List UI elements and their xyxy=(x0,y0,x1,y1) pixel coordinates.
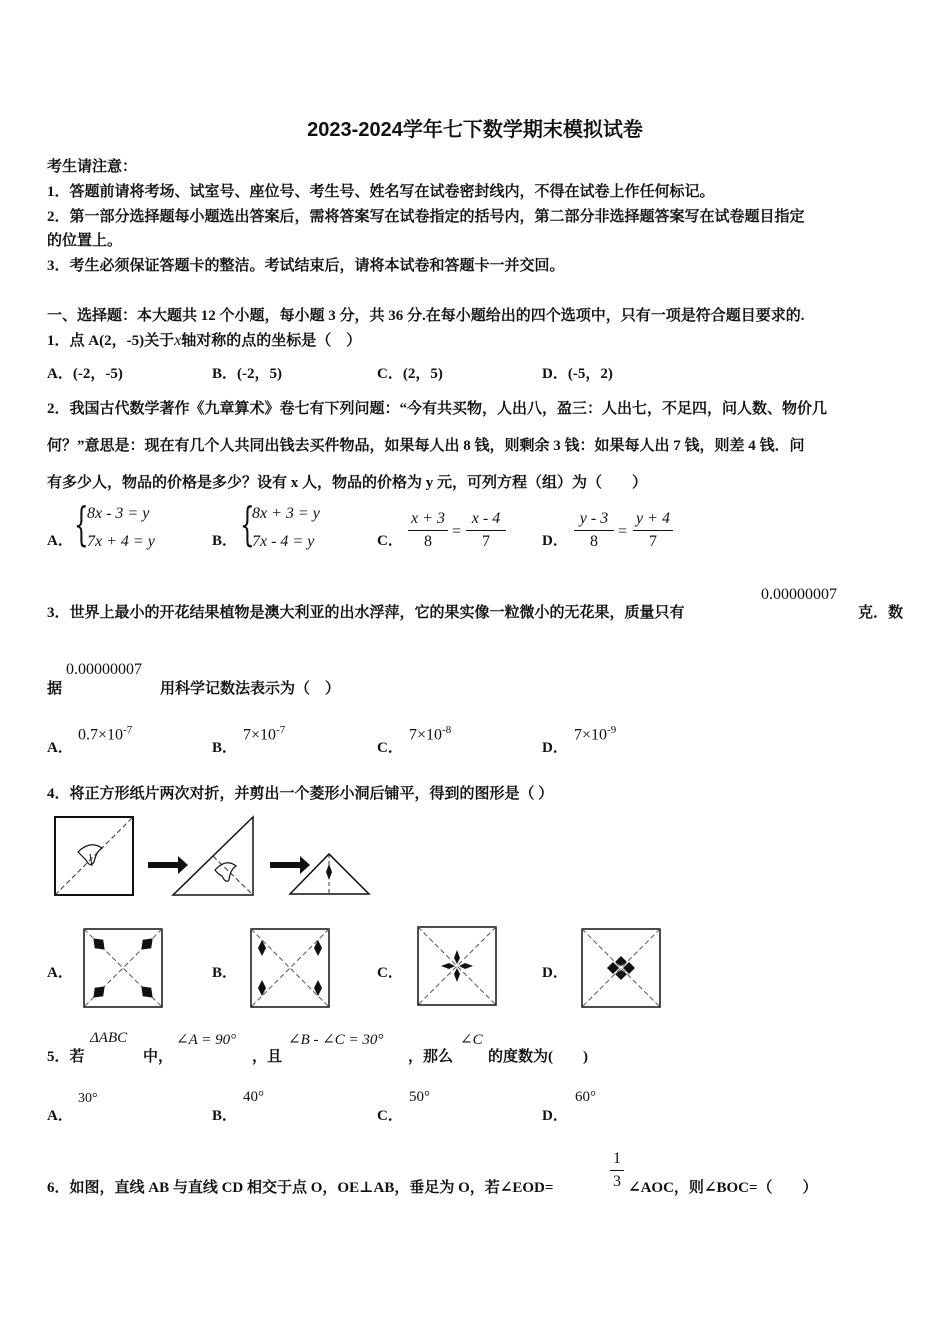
q5-option-b-value: 40° xyxy=(243,1089,264,1105)
notice-heading: 考生请注意： xyxy=(47,159,138,175)
q3-line-2-end: 用科学记数法表示为（ ） xyxy=(160,681,341,697)
q5-option-b-label: B． xyxy=(212,1108,238,1124)
q5-condition-1: ∠A = 90° xyxy=(176,1032,237,1048)
q5-condition-2: ∠B - ∠C = 30° xyxy=(288,1032,384,1048)
q4-option-d-figure xyxy=(581,928,661,1008)
q2-option-b-eq-1: 8x + 3 = y xyxy=(252,505,320,522)
q1-option-b: B．(-2，5) xyxy=(212,366,282,382)
q1-stem xyxy=(47,329,361,350)
q4-option-b-figure xyxy=(250,928,330,1008)
q2-option-b-brace: { xyxy=(240,497,255,551)
q2-option-a-eq-2: 7x + 4 = y xyxy=(87,533,155,550)
q5-stem-5: 的度数为( ) xyxy=(488,1049,588,1065)
q5-angle-c: ∠C xyxy=(460,1032,483,1048)
q4-option-a-label: A． xyxy=(47,965,73,981)
q3-option-d-label: D． xyxy=(542,740,568,756)
q4-option-d-label: D． xyxy=(542,965,568,981)
q3-line-2-start: 据 xyxy=(47,681,63,697)
q2-option-d-fraction-1 xyxy=(574,510,614,551)
q3-line-1: 3．世界上最小的开花结果植物是澳大利亚的出水浮萍，它的果实像一粒微小的无花果，质量只有 xyxy=(47,605,685,621)
q5-stem-4: ，那么 xyxy=(408,1049,454,1065)
q5-stem-3: ，且 xyxy=(252,1049,283,1065)
notice-item-3: 3．考生必须保证答题卡的整洁。考试结束后，请将本试卷和答题卡一并交回。 xyxy=(47,258,565,274)
q2-option-a-label: A． xyxy=(47,533,73,549)
q2-option-c-label: C． xyxy=(377,533,403,549)
q4-option-b-label: B． xyxy=(212,965,238,981)
q6-fraction xyxy=(610,1150,624,1191)
q1-stem-x: x xyxy=(174,332,182,349)
q1-option-a: A．(-2，-5) xyxy=(47,366,123,382)
q4-folding-diagram xyxy=(50,812,380,898)
q3-option-c-label: C． xyxy=(377,740,403,756)
notice-item-1: 1．答题前请将考场、试室号、座位号、考生号、姓名写在试卷密封线内，不得在试卷上作任何标记。 xyxy=(47,184,715,200)
q2-option-c-numerator-2: x - 4 xyxy=(471,510,501,527)
q2-option-d-numerator-1: y - 3 xyxy=(579,510,609,527)
notice-item-2-line-2: 的位置上。 xyxy=(47,233,123,249)
q3-value-2: 0.00000007 xyxy=(66,661,142,678)
q5-stem-2: 中， xyxy=(143,1049,174,1065)
q1-stem-a: 1．点 A(2，-5)关于 xyxy=(47,333,175,349)
q3-option-b-label: B． xyxy=(212,740,238,756)
q2-option-a-brace: { xyxy=(74,497,89,551)
q5-option-c-label: C． xyxy=(377,1108,403,1124)
q2-option-d-equals: = xyxy=(618,523,628,540)
q3-option-d-value: $7\times 10^{-9}$ xyxy=(574,724,617,744)
q5-option-d-label: D． xyxy=(542,1108,568,1124)
q6-stem-1: 6．如图，直线 AB 与直线 CD 相交于点 O，OE⊥AB，垂足为 O，若∠EOD= xyxy=(47,1180,554,1196)
q2-option-c-denominator-2: 7 xyxy=(482,533,490,550)
q2-line-2: 何？”意思是：现在有几个人共同出钱去买件物品，如果每人出 8 钱，则剩余 3 钱：如果每人出 7 钱，则差 4 钱．问 xyxy=(47,438,805,454)
q2-line-3: 有多少人，物品的价格是多少？设有 x 人，物品的价格为 y 元，可列方程（组）为（ ） xyxy=(47,475,648,491)
section-heading: 一、选择题：本大题共 12 个小题，每小题 3 分，共 36 分.在每小题给出的四个选项中，只有一项是符合题目要求的. xyxy=(47,308,805,324)
q2-option-c-fraction-1 xyxy=(408,510,448,551)
q2-option-d-fraction-2 xyxy=(633,510,673,551)
page-title: 2023-2024学年七下数学期末模拟试卷 xyxy=(307,119,643,141)
q2-option-d-denominator-2: 7 xyxy=(649,533,657,550)
q2-option-d-label: D． xyxy=(542,533,568,549)
q3-value-1: 0.00000007 xyxy=(761,586,837,603)
q4-option-c-figure xyxy=(417,926,497,1006)
q2-option-b-label: B． xyxy=(212,533,238,549)
q6-fraction-denominator: 3 xyxy=(613,1173,621,1190)
q3-option-a-value: $0.7\times 10^{-7}$ xyxy=(78,724,133,744)
notice-item-2-line-1: 2．第一部分选择题每小题选出答案后，需将答案写在试卷指定的括号内，第二部分非选择题答案写在试卷题目指定 xyxy=(47,209,805,225)
q3-option-b-value: $7\times 10^{-7}$ xyxy=(243,724,286,744)
q2-line-1: 2．我国古代数学著作《九章算术》卷七有下列问题：“今有共买物，人出八，盈三：人出七，不足四，问人数、物价几 xyxy=(47,401,828,417)
q5-option-d-value: 60° xyxy=(575,1089,596,1105)
q2-option-c-fraction-2 xyxy=(466,510,506,551)
q4-stem: 4．将正方形纸片两次对折，并剪出一个菱形小洞后铺平，得到的图形是（ ） xyxy=(47,786,554,802)
q2-option-c-numerator-1: x + 3 xyxy=(411,510,445,527)
q2-option-c-equals: = xyxy=(452,523,462,540)
q1-stem-b: 轴对称的点的坐标是（ ） xyxy=(181,333,362,349)
q2-option-a-eq-1: 8x - 3 = y xyxy=(87,505,150,522)
q5-option-c-value: 50° xyxy=(409,1089,430,1105)
q2-option-d-denominator-1: 8 xyxy=(590,533,598,550)
q4-option-a-figure xyxy=(83,928,163,1008)
q5-triangle: ΔABC xyxy=(90,1030,128,1046)
q3-line-1-end: 克．数 xyxy=(858,605,904,621)
q3-option-c-value: $7\times 10^{-8}$ xyxy=(409,724,452,744)
q3-option-a-label: A． xyxy=(47,740,73,756)
q5-option-a-value: 30° xyxy=(78,1091,98,1106)
q1-option-c: C．(2，5) xyxy=(377,366,443,382)
q6-fraction-numerator: 1 xyxy=(613,1150,621,1167)
q1-option-d: D．(-5，2) xyxy=(542,366,613,382)
q2-option-d-numerator-2: y + 4 xyxy=(636,510,670,527)
q6-stem-2: ∠AOC，则∠BOC=（ ） xyxy=(628,1180,818,1196)
q5-stem-1: 5．若 xyxy=(47,1049,85,1065)
q2-option-c-denominator-1: 8 xyxy=(424,533,432,550)
q2-option-b-eq-2: 7x - 4 = y xyxy=(252,533,315,550)
q4-option-c-label: C． xyxy=(377,965,403,981)
q5-option-a-label: A． xyxy=(47,1108,73,1124)
